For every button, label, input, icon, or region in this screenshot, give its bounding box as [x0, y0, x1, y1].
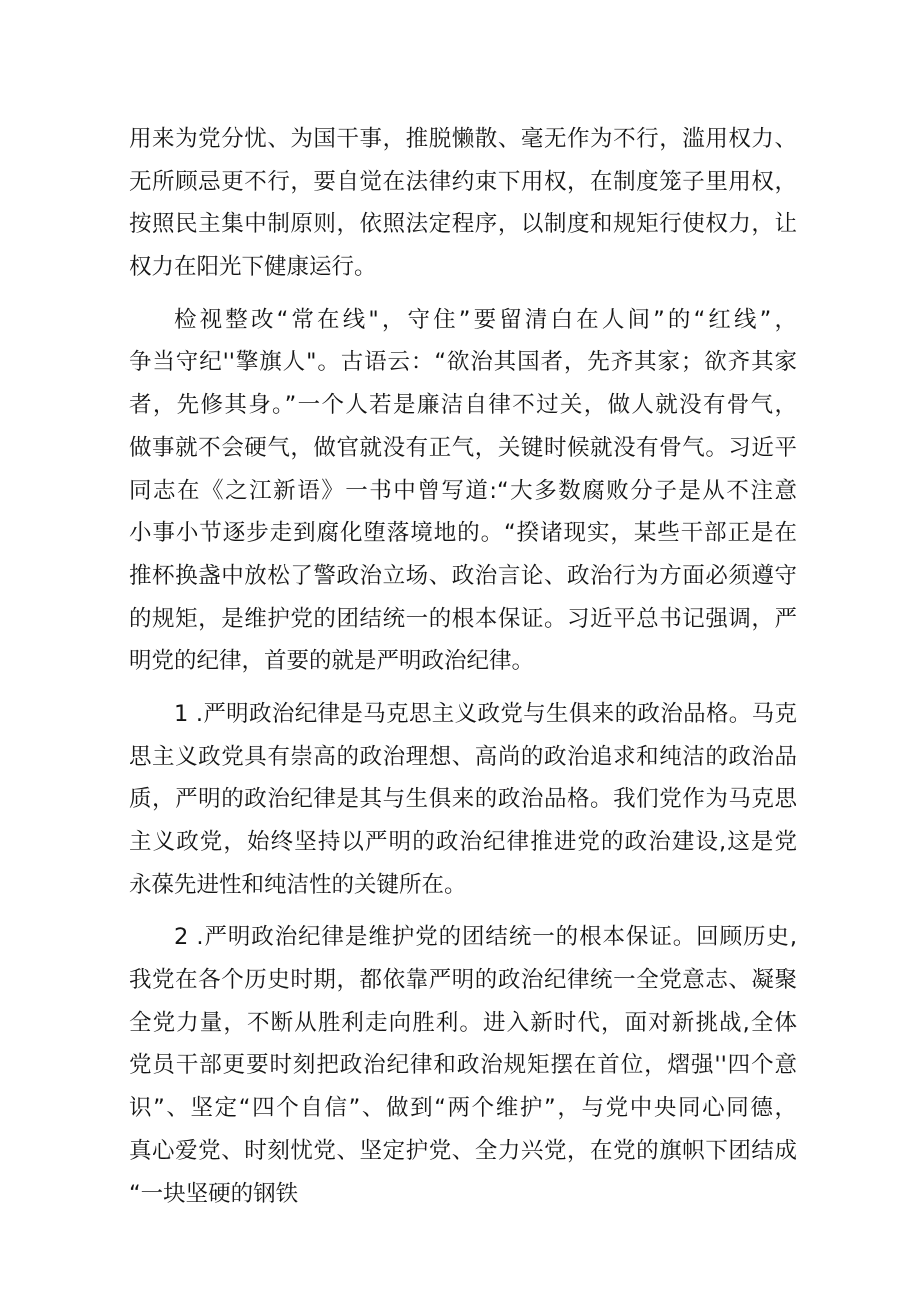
text-line: 明党的纪律，首要的就是严明政治纪律。 — [129, 648, 535, 675]
text-line: 争当守纪''擎旗人"。古语云：“欲治其国者，先齐其家；欲齐其家 — [129, 349, 797, 376]
text-line: 1 .严明政治纪律是马克思主义政党与生俱来的政治品格。马克 — [174, 700, 797, 727]
text-line: 的规矩，是维护党的团结统一的根本保证。习近平总书记强调，严 — [129, 605, 797, 632]
text-line: 按照民主集中制原则，依照法定程序，以制度和规矩行使权力，让 — [129, 211, 797, 238]
text-line: 无所顾忌更不行，要自觉在法律约束下用权，在制度笼子里用权， — [129, 168, 797, 195]
text-line: 质，严明的政治纪律是其与生俱来的政治品格。我们党作为马克思 — [129, 786, 797, 813]
text-line: 权力在阳光下健康运行。 — [129, 254, 377, 281]
text-line: 用来为党分忧、为国干事，推脱懒散、毫无作为不行，滥用权力、 — [129, 126, 797, 152]
text-line: 检视整改“常在线"，守住”要留清白在人间”的“红线”， — [174, 306, 797, 333]
text-line: 推杯换盏中放松了警政治立场、政治言论、政治行为方面必须遵守 — [129, 562, 797, 589]
text-line: 者，先修其身。”一个人若是廉洁自律不过关，做人就没有骨气， — [129, 392, 797, 419]
text-line: 全党力量，不断从胜利走向胜利。进入新时代，面对新挑战,全体 — [129, 1009, 797, 1036]
text-line: 做事就不会硬气，做官就没有正气，关键时候就没有骨气。习近平 — [129, 434, 797, 461]
text-line: 真心爱党、时刻忧党、坚定护党、全力兴党，在党的旗帜下团结成 — [129, 1137, 797, 1164]
text-line: 小事小节逐步走到腐化堕落境地的。“揆诸现实，某些干部正是在 — [129, 520, 797, 547]
text-line: 思主义政党具有崇高的政治理想、高尚的政治追求和纯洁的政治品 — [129, 743, 797, 770]
text-line: 同志在《之江新语》一书中曾写道:“大多数腐败分子是从不注意 — [129, 477, 797, 504]
text-line: “一块坚硬的钢铁 — [129, 1180, 299, 1207]
text-line: 识”、坚定“四个自信”、做到“两个维护”，与党中央同心同德， — [129, 1095, 797, 1122]
document-body — [129, 118, 797, 1215]
text-line: 我党在各个历史时期，都依靠严明的政治纪律统一全党意志、凝聚 — [129, 967, 797, 994]
text-line: 永葆先进性和纯洁性的关键所在。 — [129, 871, 467, 898]
text-line: 党员干部更要时刻把政治纪律和政治规矩摆在首位，熠强''四个意 — [129, 1052, 797, 1079]
text-line: 主义政党，始终坚持以严明的政治纪律推进党的政治建设,这是党 — [129, 829, 797, 855]
text-line: 2 .严明政治纪律是维护党的团结统一的根本保证。回顾历史, — [174, 924, 797, 951]
